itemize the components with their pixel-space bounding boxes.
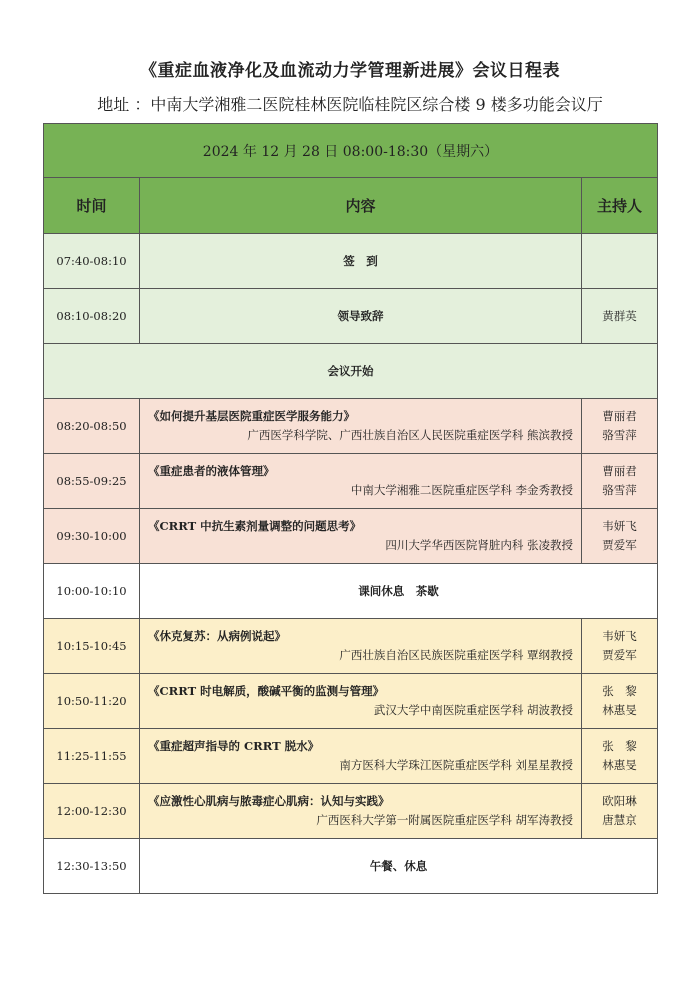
conference-date: 2024 年 12 月 28 日 08:00-18:30（星期六） [44, 124, 658, 178]
row-content: 领导致辞 [140, 289, 582, 344]
host-name: 骆雪萍 [602, 428, 637, 442]
row-content: 签 到 [140, 234, 582, 289]
row-content: 课间休息 茶歇 [140, 564, 658, 619]
talk-speaker: 广西壮族自治区民族医院重症医学科 覃纲教授 [339, 648, 573, 662]
row-content [140, 509, 582, 564]
schedule-row-talk [44, 729, 658, 784]
host-name: 林惠旻 [602, 703, 637, 717]
header-host: 主持人 [582, 178, 658, 234]
header-content: 内容 [140, 178, 582, 234]
row-time: 11:25-11:55 [44, 729, 140, 784]
row-host [582, 619, 658, 674]
schedule-row-talk [44, 674, 658, 729]
row-time: 09:30-10:00 [44, 509, 140, 564]
host-name: 韦妍飞 [602, 519, 637, 533]
row-host [582, 289, 658, 344]
host-name: 曹丽君 [602, 464, 637, 478]
host-name: 曹丽君 [602, 409, 637, 423]
schedule-row-meeting-start [44, 344, 658, 399]
row-time: 07:40-08:10 [44, 234, 140, 289]
schedule-table [43, 123, 658, 894]
row-content [140, 619, 582, 674]
row-host [582, 509, 658, 564]
schedule-row-checkin [44, 234, 658, 289]
talk-title: 《重症超声指导的 CRRT 脱水》 [148, 739, 320, 753]
row-content: 午餐、休息 [140, 839, 658, 894]
page-title: 《重症血液净化及血流动力学管理新进展》会议日程表 [140, 61, 560, 81]
schedule-row-opening-speech [44, 289, 658, 344]
talk-title: 《应激性心肌病与脓毒症心肌病：认知与实践》 [148, 794, 390, 808]
row-time: 12:00-12:30 [44, 784, 140, 839]
row-time: 08:20-08:50 [44, 399, 140, 454]
host-name: 张 黎 [602, 739, 637, 753]
row-host [582, 454, 658, 509]
row-time: 10:00-10:10 [44, 564, 140, 619]
talk-title: 《休克复苏：从病例说起》 [148, 629, 286, 643]
schedule-row-talk [44, 509, 658, 564]
row-time: 08:55-09:25 [44, 454, 140, 509]
talk-speaker: 广西医科大学第一附属医院重症医学科 胡军涛教授 [316, 813, 573, 827]
header-row [44, 178, 658, 234]
venue-address: 地址 ：中南大学湘雅二医院桂林医院临桂院区综合楼 9 楼多功能会议厅 [97, 95, 603, 114]
schedule-row-talk [44, 619, 658, 674]
header-time: 时间 [44, 178, 140, 234]
talk-speaker: 武汉大学中南医院重症医学科 胡波教授 [373, 703, 573, 717]
row-content [140, 674, 582, 729]
talk-speaker: 四川大学华西医院肾脏内科 张凌教授 [385, 538, 573, 552]
row-host [582, 784, 658, 839]
host-name: 唐慧京 [602, 813, 637, 827]
talk-title: 《重症患者的液体管理》 [148, 464, 275, 478]
row-content [140, 729, 582, 784]
schedule-row-break [44, 564, 658, 619]
row-host [582, 674, 658, 729]
talk-title: 《如何提升基层医院重症医学服务能力》 [148, 409, 355, 423]
host-name: 张 黎 [602, 684, 637, 698]
row-content: 会议开始 [44, 344, 658, 399]
host-name: 贾爱军 [602, 538, 637, 552]
row-content [140, 399, 582, 454]
row-host [582, 399, 658, 454]
row-time: 10:15-10:45 [44, 619, 140, 674]
host-name: 骆雪萍 [602, 483, 637, 497]
host-name: 韦妍飞 [602, 629, 637, 643]
row-host [582, 729, 658, 784]
talk-speaker: 广西医学科学院、广西壮族自治区人民医院重症医学科 熊滨教授 [247, 428, 573, 442]
schedule-row-lunch [44, 839, 658, 894]
schedule-row-talk [44, 454, 658, 509]
host-name: 黄群英 [602, 308, 637, 323]
row-time: 12:30-13:50 [44, 839, 140, 894]
row-time: 08:10-08:20 [44, 289, 140, 344]
talk-speaker: 中南大学湘雅二医院重症医学科 李金秀教授 [350, 483, 573, 497]
row-host [582, 234, 658, 289]
row-time: 10:50-11:20 [44, 674, 140, 729]
schedule-row-talk [44, 399, 658, 454]
row-content [140, 454, 582, 509]
talk-title: 《CRRT 中抗生素剂量调整的问题思考》 [148, 519, 362, 533]
row-content [140, 784, 582, 839]
host-name: 贾爱军 [602, 648, 637, 662]
host-name: 林惠旻 [602, 758, 637, 772]
date-row [44, 124, 658, 178]
host-name: 欧阳琳 [602, 794, 637, 808]
schedule-row-talk [44, 784, 658, 839]
talk-title: 《CRRT 时电解质，酸碱平衡的监测与管理》 [148, 684, 385, 698]
talk-speaker: 南方医科大学珠江医院重症医学科 刘星星教授 [339, 758, 573, 772]
